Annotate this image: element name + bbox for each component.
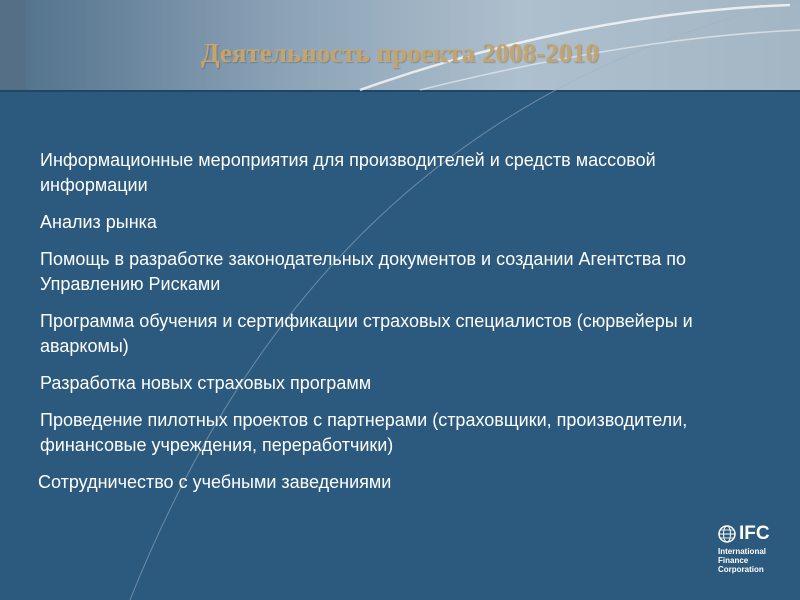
list-item: Анализ рынка — [40, 212, 157, 232]
ifc-logo-line: Finance — [718, 556, 749, 565]
globe-icon — [718, 525, 736, 543]
list-item: Сотрудничество с учебными заведениями — [38, 472, 392, 492]
ifc-logo-mark — [718, 524, 792, 544]
list-item: Программа обучения и сертификации страховых специалистов (сюрвейеры и аваркомы) — [40, 311, 693, 356]
header-divider — [0, 90, 800, 92]
activity-list — [40, 148, 740, 507]
ifc-logo-text: IFC — [739, 523, 770, 544]
list-item: Проведение пилотных проектов с партнерами (страховщики, производители, финансовые учреждения, переработчики) — [40, 410, 688, 455]
list-item: Разработка новых страховых программ — [40, 373, 372, 393]
list-item: Информационные мероприятия для производителей и средств массовой информации — [40, 150, 656, 195]
ifc-logo — [718, 524, 792, 596]
list-item: Помощь в разработке законодательных документов и создании Агентства по Управлению Рисками — [40, 249, 687, 294]
slide-title: Деятельность проекта 2008-2010 — [201, 38, 599, 68]
ifc-logo-line: International — [718, 547, 767, 556]
ifc-logo-line: Corporation — [718, 565, 764, 574]
